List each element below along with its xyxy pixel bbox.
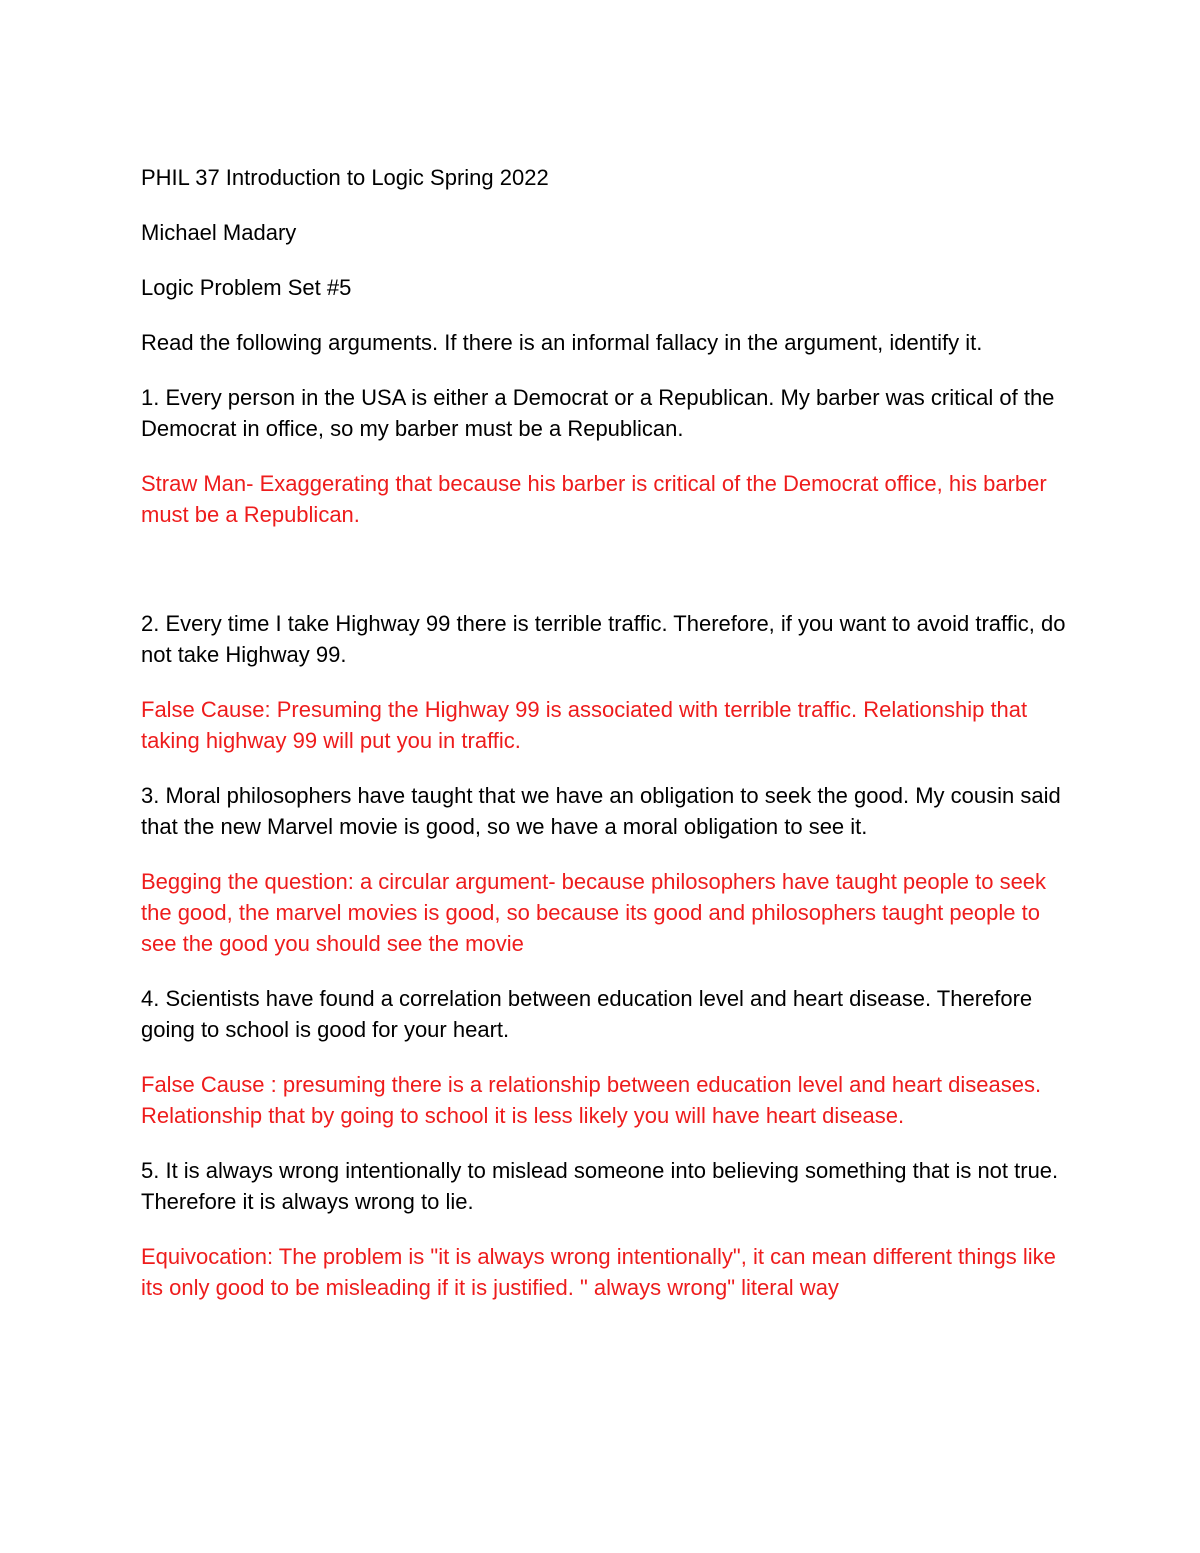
course-title: PHIL 37 Introduction to Logic Spring 2022 (141, 165, 549, 190)
question-5-answer: Equivocation: The problem is "it is always wrong intentionally", it can mean different things like its only good to be misleading if it is justified. " always wrong" literal way (141, 1244, 1056, 1300)
question-3-prompt: 3. Moral philosophers have taught that we have an obligation to seek the good. My cousin said that the new Marvel movie is good, so we have a moral obligation to see it. (141, 783, 1061, 839)
instructor-name: Michael Madary (141, 220, 297, 245)
question-2-answer: False Cause: Presuming the Highway 99 is associated with terrible traffic. Relationship that taking highway 99 will put you in traffic. (141, 697, 1028, 753)
question-5-prompt: 5. It is always wrong intentionally to mislead someone into believing something that is not true. Therefore it is always wrong to lie. (141, 1158, 1059, 1214)
document-page (141, 162, 1076, 1327)
question-4-answer: False Cause : presuming there is a relationship between education level and heart diseases. Relationship that by going to school it is less likely you will have heart disease. (141, 1072, 1042, 1128)
blank-line (141, 554, 1076, 608)
question-1-prompt: 1. Every person in the USA is either a Democrat or a Republican. My barber was critical of the Democrat in office, so my barber must be a Republican. (141, 385, 1055, 441)
question-3-answer: Begging the question: a circular argument- because philosophers have taught people to seek the good, the marvel movies is good, so because its good and philosophers taught people to see the good you should see the movie (141, 869, 1047, 956)
question-1-answer: Straw Man- Exaggerating that because his barber is critical of the Democrat office, his barber must be a Republican. (141, 471, 1047, 527)
instructions: Read the following arguments. If there is an informal fallacy in the argument, identify it. (141, 330, 983, 355)
assignment-title: Logic Problem Set #5 (141, 275, 352, 300)
question-4-prompt: 4. Scientists have found a correlation between education level and heart disease. Therefore going to school is good for your heart. (141, 986, 1033, 1042)
question-2-prompt: 2. Every time I take Highway 99 there is terrible traffic. Therefore, if you want to avoid traffic, do not take Highway 99. (141, 611, 1066, 667)
